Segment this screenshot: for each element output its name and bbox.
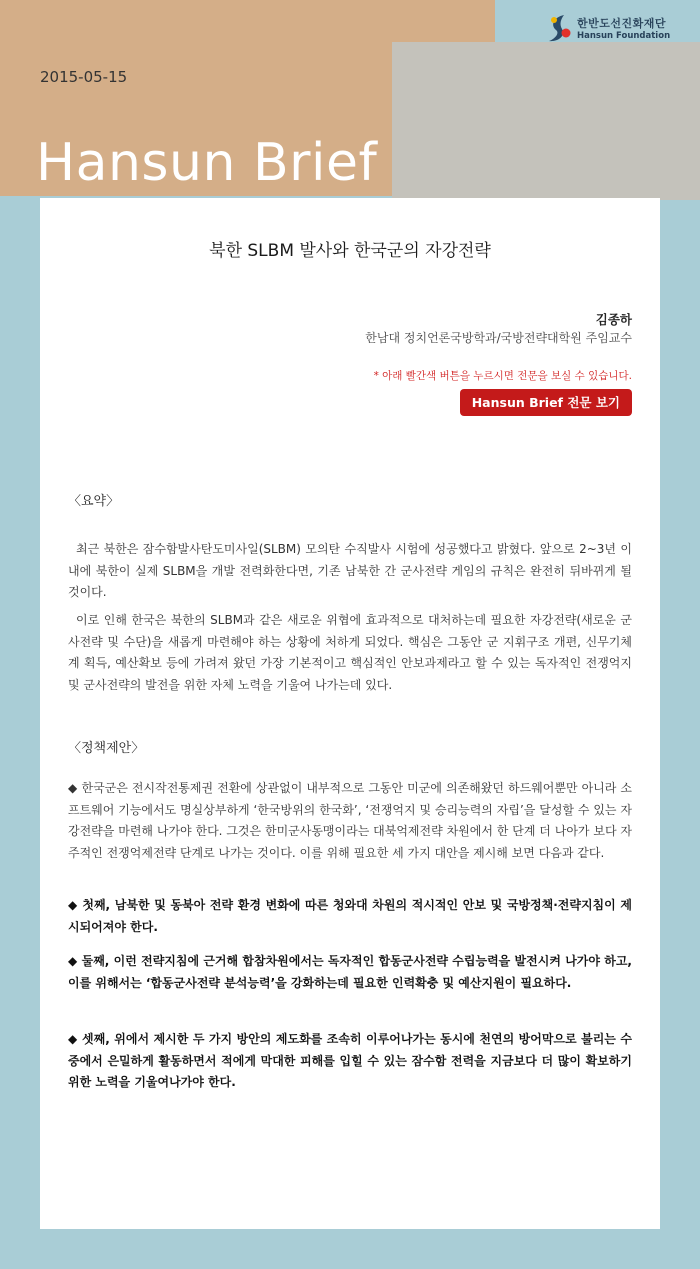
content-card: [40, 198, 660, 1229]
summary-paragraph: 최근 북한은 잠수함발사탄도미사일(SLBM) 모의탄 수직발사 시험에 성공했다고 밝혔다. 앞으로 2~3년 이내에 북한이 실제 SLBM을 개발 전력화한다면, 기존 남북한 간 군사전략 게임의 규칙은 완전히 뒤바뀌게 될 것이다.: [68, 542, 632, 599]
policy-intro-paragraph: ◆ 한국군은 전시작전통제권 전환에 상관없이 내부적으로 그동안 미군에 의존해왔던 하드웨어뿐만 아니라 소프트웨어 기능에서도 명실상부하게 ‘한국방위의 한국화’, ‘전쟁억지 및 승리능력의 자립’을 달성할 수 있는 자강전략을 마련해 나가야 한다. 그것은 한미군사동맹이라는 대북억제전략 차원에서 한 단계 더 나아가 보다 자주적인 전쟁억제전략 단계로 나가는 것이다. 이를 위해 필요한 세 가지 대안을 제시해 보면 다음과 같다.: [68, 781, 632, 860]
logo-text-english: Hansun Foundation: [577, 30, 671, 41]
brand-title: Hansun Brief: [36, 133, 378, 193]
policy-item: ◆ 첫째, 남북한 및 동북아 전략 환경 변화에 따른 청와대 차원의 적시적인 안보 및 국방정책·전략지침이 제시되어져야 한다.: [68, 898, 632, 934]
full-text-notice: * 아래 빨간색 버튼을 누르시면 전문을 보실 수 있습니다.: [373, 370, 632, 382]
policy-heading: 〈정책제안〉: [68, 741, 145, 756]
author-affiliation: 한남대 정치언론국방학과/국방전략대학원 주임교수: [365, 331, 632, 345]
logo-text-korean: 한반도선진화재단: [577, 16, 667, 30]
document-title: 북한 SLBM 발사와 한국군의 자강전략: [209, 241, 491, 261]
policy-item: ◆ 둘째, 이런 전략지침에 근거해 합참차원에서는 독자적인 합동군사전략 수립능력을 발전시켜 나가야 하고, 이를 위해서는 ‘합동군사전략 분석능력’을 강화하는데 필요한 인력확충 및 예산지원이 필요하다.: [68, 954, 632, 990]
summary-paragraph: 이로 인해 한국은 북한의 SLBM과 같은 새로운 위협에 효과적으로 대처하는데 필요한 자강전략(새로운 군사전략 및 수단)을 새롭게 마련해야 하는 상황에 처하게 되었다. 핵심은 그동안 군 지휘구조 개편, 신무기체계 획득, 예산확보 등에 가려져 왔던 가장 기본적이고 핵심적인 안보과제라고 할 수 있는 독자적인 전쟁억지 및 군사전략의 발전을 위한 자체 노력을 기울여 나가는데 있다.: [68, 613, 632, 692]
policy-item: ◆ 셋째, 위에서 제시한 두 가지 방안의 제도화를 조속히 이루어나가는 동시에 천연의 방어막으로 불리는 수중에서 은밀하게 활동하면서 적에게 막대한 피해를 입힐 수 있는 잠수함 전력을 지금보다 더 많이 확보하기 위한 노력을 기울여나가야 한다.: [68, 1032, 632, 1089]
publish-date: 2015-05-15: [40, 68, 128, 86]
summary-heading: 〈요약〉: [68, 494, 120, 509]
foundation-emblem-icon: [546, 12, 574, 46]
foundation-logo[interactable]: [546, 12, 670, 46]
header-gray-block: [392, 42, 700, 200]
author-name: 김종하: [595, 312, 632, 327]
view-full-brief-button[interactable]: Hansun Brief 전문 보기: [460, 389, 632, 416]
